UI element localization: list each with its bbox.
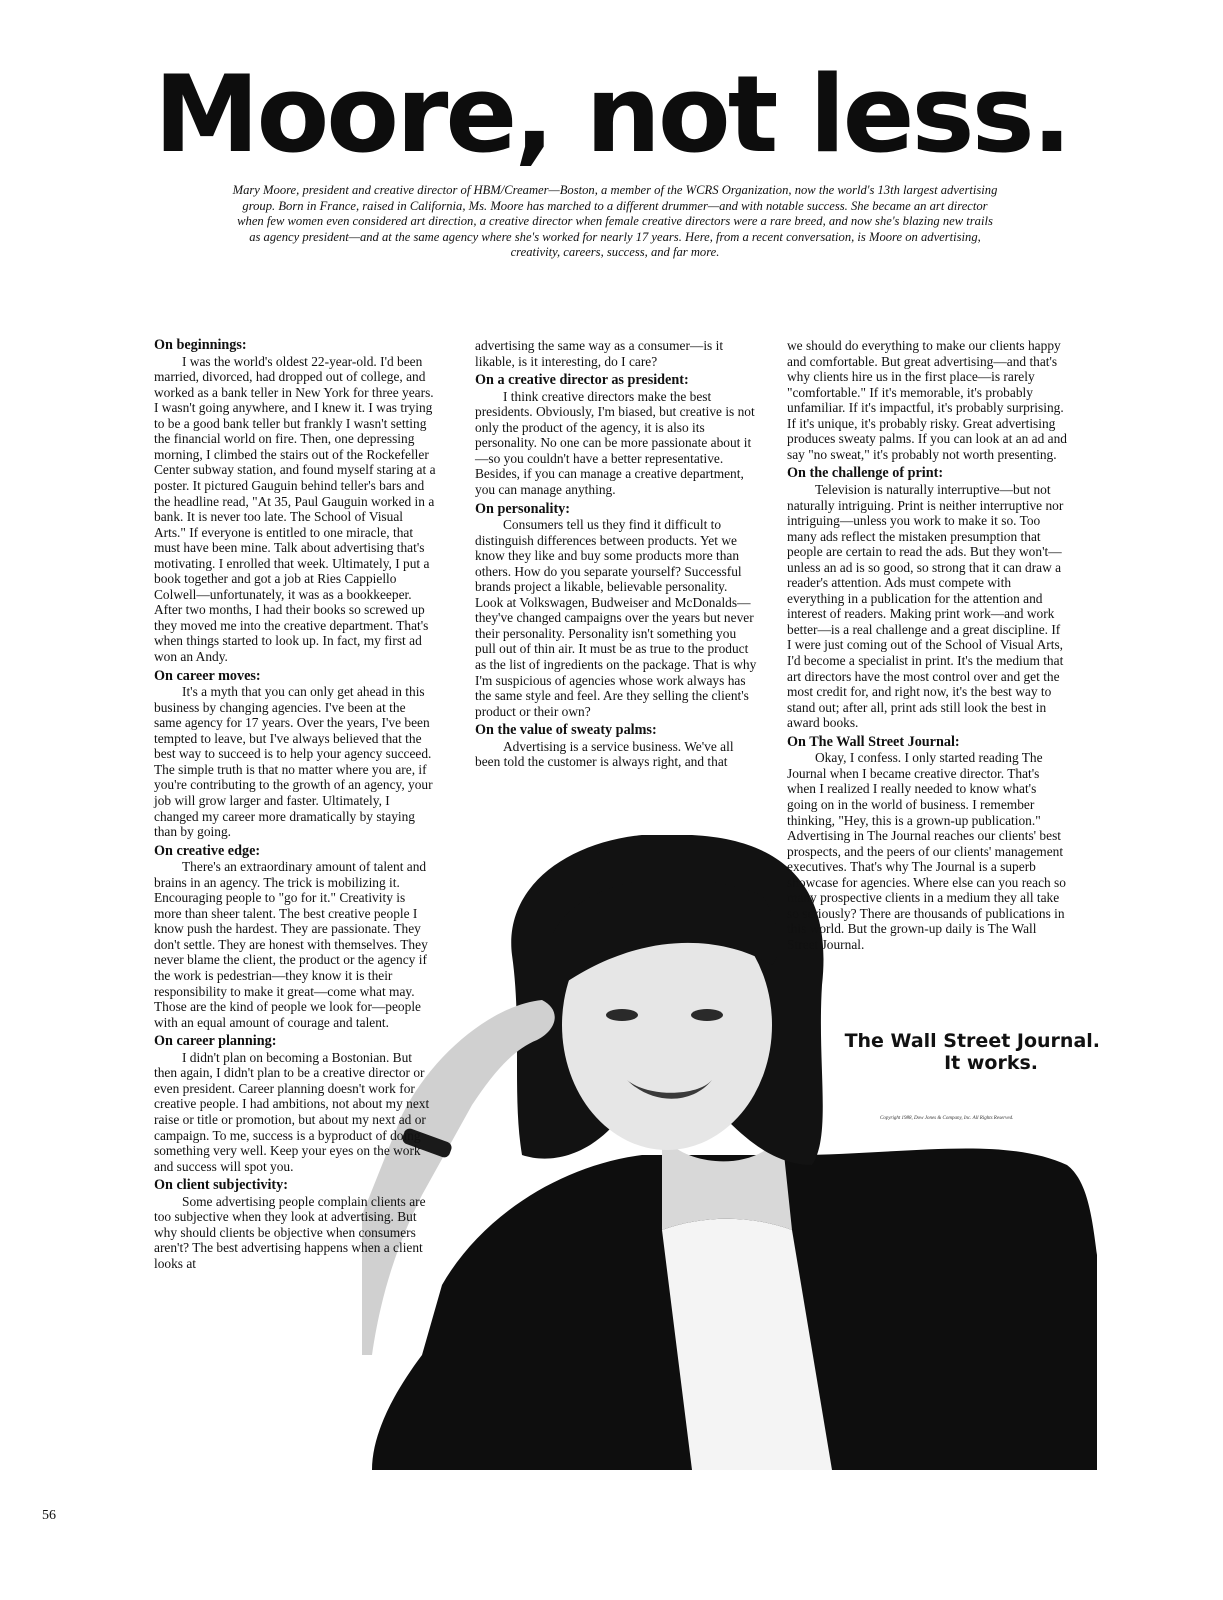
article-section xyxy=(475,502,757,720)
section-body: Television is naturally interruptive—but not naturally intriguing. Print is neither interruptive nor intriguing—unless you work to make it so. Too many ads reflect the mistaken presumption that people are certain to read the ads. But they won't—unless an ad is so good, so strong that it can draw a reader's attention. Ads must compete with everything in a publication for the attention and interest of readers. Making print work—and work better—is a real challenge and a great discipline. If I were just coming out of the School of Visual Arts, I'd become a specialist in print. It's the medium that art directors have the most control over and get the most credit for, and right now, it's the best way to stand out; after all, print ads still look the best in award books. xyxy=(787,481,1064,731)
section-heading: On creative edge: xyxy=(154,842,261,859)
article-section xyxy=(154,844,436,1031)
article-section xyxy=(154,1178,436,1271)
article-section xyxy=(787,466,1067,730)
headline: Moore, not less. xyxy=(153,53,1069,176)
article-section xyxy=(787,338,1067,462)
section-body: It's a myth that you can only get ahead in this business by changing agencies. I've been at the same agency for 17 years. Over the years, I've been tempted to leave, but I've always believed that the best way to succeed is to help your agency succeed. The simple truth is that no matter where you are, if you're contributing to the growth of an agency, your job will grow larger and faster. Ultimately, I changed my career more dramatically by staying than by going. xyxy=(154,684,433,840)
section-heading: On a creative director as president: xyxy=(475,372,689,389)
article-section xyxy=(475,338,757,369)
column-3 xyxy=(787,338,1067,956)
logo-line-1: The Wall Street Journal. xyxy=(844,1030,1100,1052)
section-body: There's an extraordinary amount of talent and brains in an agency. The trick is mobilizing it. Encouraging people to "go for it." Creativity is more than sheer talent. The best creative people I know push the hardest. They are passionate. They don't settle. They are honest with themselves. They never blame the client, the product or the agency if the work is pedestrian—they know it is their responsibility to make it great—come what may. Those are the kind of people we look for—people with an equal amount of courage and talent. xyxy=(154,859,428,1030)
article-section xyxy=(154,669,436,840)
section-heading: On the challenge of print: xyxy=(787,465,944,482)
column-2 xyxy=(475,338,757,774)
section-heading: On personality: xyxy=(475,500,570,517)
article-section xyxy=(475,373,757,497)
section-heading: On the value of sweaty palms: xyxy=(475,722,657,739)
copyright-notice: Copyright 1988, Dow Jones & Company, Inc. All Rights Reserved. xyxy=(880,1116,1014,1121)
section-body: I think creative directors make the best presidents. Obviously, I'm biased, but creative is not only the product of the agency, it is also its personality. No one can be more passionate about it—so you couldn't have a better representative. Besides, if you can manage a creative department, you can manage anything. xyxy=(475,388,755,497)
article-section xyxy=(787,735,1067,953)
section-heading: On The Wall Street Journal: xyxy=(787,733,960,750)
column-1 xyxy=(154,338,436,1276)
article-section xyxy=(154,1034,436,1174)
section-heading: On career moves: xyxy=(154,667,261,684)
logo-line-2: It works. xyxy=(944,1052,1038,1074)
section-heading: On career planning: xyxy=(154,1033,277,1050)
section-body: advertising the same way as a consumer—is it likable, is it interesting, do I care? xyxy=(475,338,724,369)
section-body: I didn't plan on becoming a Bostonian. But then again, I didn't plan to be a creative director or even president. Career planning doesn't work for creative people. I had ambitions, not about my next raise or title or promotion, but about my next ad or campaign. To me, success is a byproduct of doing something very well. Keep your eyes on the work and success will spot you. xyxy=(154,1049,430,1174)
intro-paragraph: Mary Moore, president and creative director of HBM/Creamer—Boston, a member of the WCRS Organization, now the world's 13th largest advertising group. Born in France, raised in California, Ms. Moore has marched to a different drummer—and with notable success. She became an art director when few women even considered art direction, a creative director when female creative directors were a rare breed, and now she's blazing new trails as agency president—and at the same agency where she's worked for nearly 17 years. Here, from a recent conversation, is Moore on advertising, creativity, careers, success, and far more. xyxy=(232,183,998,260)
section-body: Some advertising people complain clients are too subjective when they look at advertising. But why should clients be objective when consumers aren't? The best advertising happens when a client looks at xyxy=(154,1193,426,1271)
section-body: Consumers tell us they find it difficult to distinguish differences between products. Yet we know they like and buy some products more than others. How do you separate yourself? Successful brands project a likable, believable personality. Look at Volkswagen, Budweiser and McDonalds—they've changed campaigns over the years but never their personality. Personality isn't something you pull out of thin air. It must be as true to the product as the list of ingredients on the package. That is why I'm suspicious of agencies whose work always has the same style and feel. Are they selling the client's product or their own? xyxy=(475,517,757,719)
section-body: Advertising is a service business. We've all been told the customer is always right, and that xyxy=(475,738,734,770)
article-section xyxy=(154,338,436,665)
article-section xyxy=(475,723,757,770)
section-heading: On beginnings: xyxy=(154,337,247,353)
section-body: we should do everything to make our clients happy and comfortable. But great advertising—and that's why clients hire us in the first place—is rarely "comfortable." If it's memorable, it's probably unfamiliar. If it's impactful, it's probably surprising. If it's unique, it's probably risky. Great advertising produces sweaty palms. If you can look at an ad and say "no sweat," it's probably not worth presenting. xyxy=(787,338,1068,462)
page-number: 56 xyxy=(42,1508,56,1523)
section-heading: On client subjectivity: xyxy=(154,1177,288,1194)
section-body: Okay, I confess. I only started reading The Journal when I became creative director. That's when I realized I really needed to know what's going on in the world of business. I remember thinking, "Hey, this is a grown-up publication." Advertising in The Journal reaches our clients' best prospects, and the peers of our clients' management executives. That's why The Journal is a superb showcase for agencies. Where else can you reach so many prospective clients in a medium they all take so seriously? There are thousands of publications in this world. But the grown-up daily is The Wall Street Journal. xyxy=(787,750,1066,952)
wsj-logo xyxy=(800,1030,1100,1074)
section-body: I was the world's oldest 22-year-old. I'd been married, divorced, had dropped out of college, and worked as a bank teller in New York for three years. I wasn't going anywhere, and I knew it. I was trying to be a good bank teller but frankly I wasn't setting the financial world on fire. Then, one depressing morning, I climbed the stairs out of the Rockefeller Center subway station, and found myself staring at a poster. It pictured Gauguin behind teller's bars and the headline read, "At 35, Paul Gauguin worked in a bank. It is never too late. The School of Visual Arts." If everyone is entitled to one miracle, that must have been mine. Talk about advertising that's motivating. I enrolled that week. Ultimately, I put a book together and got a job at Ries Cappiello Colwell—unfortunately, it was as a bookkeeper. After two months, I had their books so screwed up they moved me into the creative department. That's when things started to look up. In fact, my first ad won an Andy. xyxy=(154,353,436,664)
